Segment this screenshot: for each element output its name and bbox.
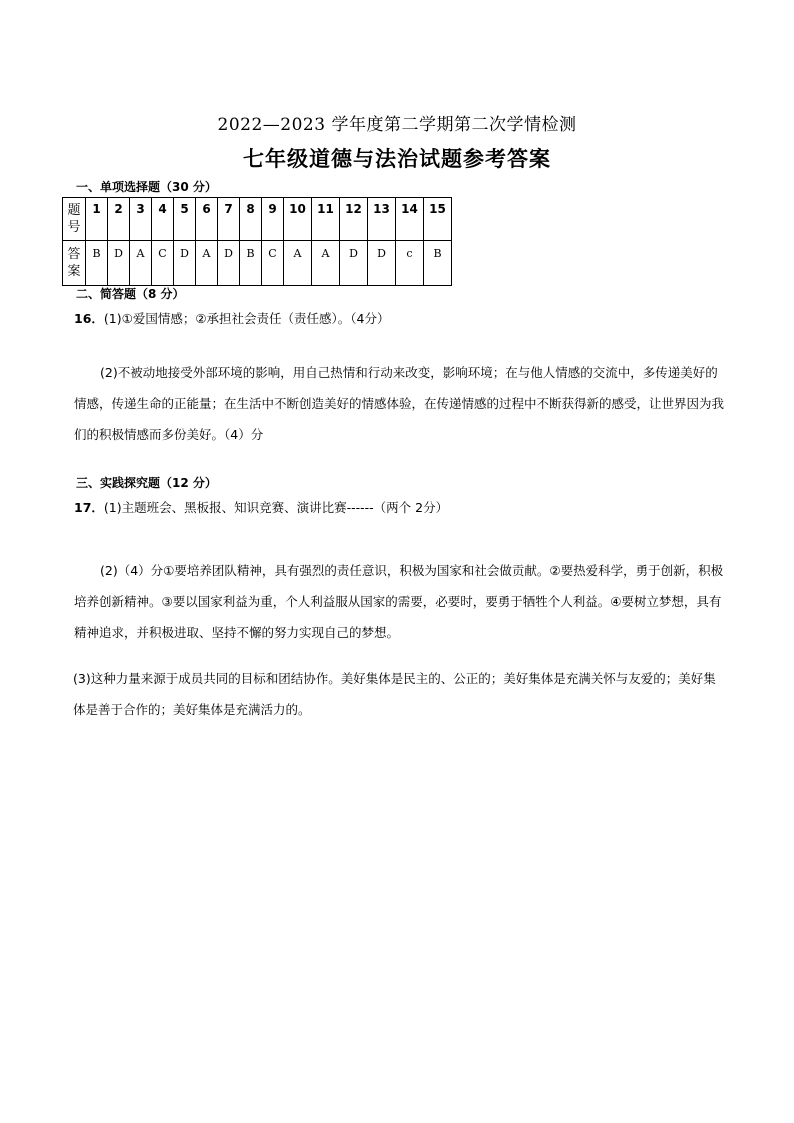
- q16-part2: (2)不被动地接受外部环境的影响，用自己热情和行动来改变，影响环境；在与他人情感的交流中，多传递美好的情感，传递生命的正能量；在生活中不断创造美好的情感体验，在传递情感的过程中不断获得新的感受，让世界因为我们的积极情感而多份美好。（4）分: [74, 365, 725, 442]
- question-number-17: 17．: [74, 500, 104, 515]
- answer-table: [62, 197, 452, 286]
- row-label-number: 题 号: [63, 198, 86, 241]
- answer-cell: D: [368, 241, 396, 286]
- question-number: 15: [424, 198, 452, 241]
- answer-cell: D: [340, 241, 368, 286]
- question-number: 9: [262, 198, 284, 241]
- question-number: 13: [368, 198, 396, 241]
- question-number: 10: [284, 198, 312, 241]
- q17-part1-text: (1)主题班会、黑板报、知识竞赛、演讲比赛------（两个 2分）: [103, 500, 449, 515]
- q16-part1-text: (1)①爱国情感；②承担社会责任（责任感）。（4分）: [103, 311, 390, 326]
- question-number-row: [63, 198, 452, 241]
- answer-cell: C: [152, 241, 174, 286]
- question-number: 1: [86, 198, 108, 241]
- answer-cell: C: [262, 241, 284, 286]
- question-number: 6: [196, 198, 218, 241]
- question-number: 2: [108, 198, 130, 241]
- answer-cell: c: [396, 241, 424, 286]
- q17-part3: (3)这种力量来源于成员共同的目标和团结协作。美好集体是民主的、公正的；美好集体是充满关怀与友爱的；美好集体是善于合作的；美好集体是充满活力的。: [73, 671, 716, 717]
- question-number: 14: [396, 198, 424, 241]
- answer-cell: D: [218, 241, 240, 286]
- answer-cell: A: [284, 241, 312, 286]
- document-subtitle: 2022—2023 学年度第二学期第二次学情检测: [217, 115, 577, 135]
- answer-row: [63, 241, 452, 286]
- answer-cell: A: [196, 241, 218, 286]
- answer-cell: B: [240, 241, 262, 286]
- answer-cell: D: [108, 241, 130, 286]
- answer-cell: B: [424, 241, 452, 286]
- question-number: 7: [218, 198, 240, 241]
- q17-part1: [74, 492, 724, 523]
- question-number: 11: [312, 198, 340, 241]
- section-1-heading: 一、单项选择题（30 分）: [76, 180, 217, 194]
- question-number: 8: [240, 198, 262, 241]
- section-3-heading: 三、实践探究题（12 分）: [76, 476, 217, 490]
- question-number: 5: [174, 198, 196, 241]
- question-number-16: 16．: [74, 311, 104, 326]
- answer-cell: A: [130, 241, 152, 286]
- question-number: 3: [130, 198, 152, 241]
- answer-cell: A: [312, 241, 340, 286]
- question-number: 12: [340, 198, 368, 241]
- question-number: 4: [152, 198, 174, 241]
- q16-part1: [74, 303, 724, 334]
- document-title: 七年级道德与法治试题参考答案: [243, 146, 551, 171]
- q17-part2: (2)（4）分①要培养团队精神，具有强烈的责任意识，积极为国家和社会做贡献。②要热爱科学，勇于创新，积极培养创新精神。③要以国家利益为重，个人利益服从国家的需要，必要时，要勇于牺牲个人利益。④要树立梦想，具有精神追求，并积极进取、坚持不懈的努力实现自己的梦想。: [74, 563, 724, 640]
- answer-cell: D: [174, 241, 196, 286]
- row-label-answer: 答 案: [63, 241, 86, 286]
- answer-cell: B: [86, 241, 108, 286]
- section-2-heading: 二、简答题（8 分）: [76, 287, 185, 301]
